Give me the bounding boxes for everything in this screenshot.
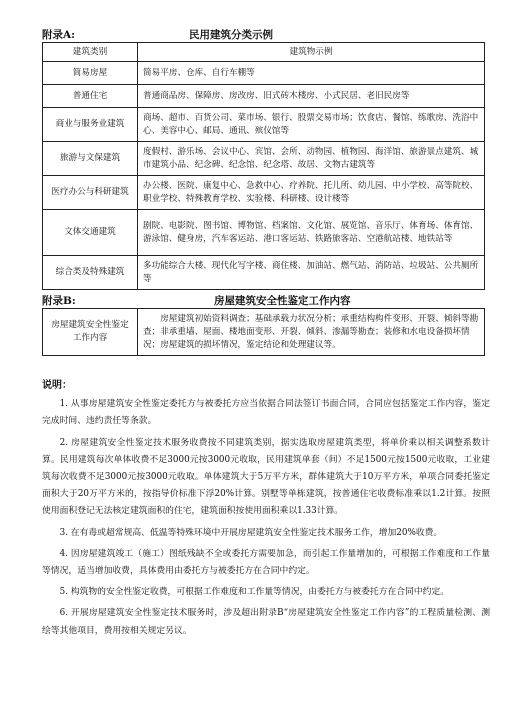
table-row	[43, 62, 485, 85]
notes-section	[42, 377, 490, 644]
table-row	[43, 176, 485, 210]
appendix-b-label: 附录B:	[42, 295, 76, 307]
category-cell: 房屋建筑安全性鉴定工作内容	[43, 309, 138, 356]
appendix-b-title: 房屋建筑安全性鉴定工作内容	[214, 295, 351, 307]
content-cell: 房屋建筑初始资料调查；基础承载力状况分析；承重结构构件变形、开裂、倾斜等勘查；非承重墙、屋面、楼地面变形、开裂、倾斜、渗漏等勘查；装修和水电设备损坏情况；房屋建筑的损坏情况，鉴定结论和处理建议等。	[138, 309, 485, 356]
examples-cell: 普通商品房、保障房、房改房、旧式砖木楼房、小式民居、老旧民房等	[138, 85, 485, 108]
notes-title: 说明：	[42, 380, 72, 391]
examples-cell: 剧院、电影院、图书馆、博物馆、档案馆、文化馆、展览馆、音乐厅、体育场、体育馆、游泳馆、健身房，汽车客运站、港口客运站、铁路旅客站、空港航站楼、地铁站等	[138, 210, 485, 256]
examples-cell: 多功能综合大楼、现代化写字楼、商住楼、加油站、燃气站、消防站、垃圾站、公共厕所等	[138, 256, 485, 290]
note-paragraph: 2. 房屋建筑安全性鉴定技术服务收费按不同建筑类别，据实选取房屋建筑类型，将单价乘以相关调整系数计算。民用建筑每次单体收费不足3000元按3000元收取，民用建筑单套（间）不足1500元按1500元收取，工业建筑每次收费不足3000元按3000元收取。单体建筑大于5万平方米，群体建筑大于10万平方米，单项合同委托鉴定面积大于20万平方米的，按指导价标准下浮20%计算。别墅等单栋建筑，按普通住宅收费标准乘以1.2计算。按照使用面积登记无法核定建筑面积的住宅，建筑面积按使用面积乘以1.33计算。	[42, 437, 490, 517]
note-paragraph: 3. 在有毒或超常规高、低温等特殊环境中开展房屋建筑安全性鉴定技术服务工作，增加20%收费。	[59, 527, 443, 538]
note-paragraph: 4. 因房屋建筑竣工（施工）图纸残缺不全或委托方需要加急，而引起工作量增加的，可根据工作难度和工作量等情况，适当增加收费，具体费用由委托方与被委托方在合同中约定。	[42, 548, 490, 577]
note-paragraph: 6. 开展房屋建筑安全性鉴定技术服务时，涉及超出附录B“房屋建筑安全性鉴定工作内容”的工程质量检测、测绘等其他项目，费用按相关规定另议。	[42, 608, 490, 636]
appendix-a-title: 民用建筑分类示例	[189, 29, 273, 41]
examples-cell: 办公楼、医院、康复中心、急救中心、疗养院、托儿所、幼儿园、中小学校、高等院校、职业学校、特殊教育学校、实验楼、科研楼、设计楼等	[138, 176, 485, 210]
appraisal-content-table	[42, 308, 485, 356]
category-cell: 简易房屋	[43, 62, 138, 85]
examples-cell: 度假村、游乐场、会议中心、宾馆、会所、动物园、植物园、海洋馆、旅游景点建筑、城市建筑小品、纪念碑、纪念馆、纪念塔、故居、文物古建筑等	[138, 142, 485, 176]
category-cell: 商业与服务业建筑	[43, 108, 138, 142]
category-cell: 医疗办公与科研建筑	[43, 176, 138, 210]
table-header-row	[43, 43, 485, 62]
category-cell: 普通住宅	[43, 85, 138, 108]
column-header-category: 建筑类别	[43, 43, 138, 62]
examples-cell: 简易平房、仓库、自行车棚等	[138, 62, 485, 85]
table-row	[43, 256, 485, 290]
appendix-b-heading	[42, 293, 351, 308]
column-header-examples: 建筑物示例	[138, 43, 485, 62]
appendix-a-label: 附录A:	[42, 29, 76, 41]
note-paragraph: 1. 从事房屋建筑安全性鉴定委托方与被委托方应当依据合同法签订书面合同，合同应包括鉴定工作内容，鉴定完成时间、违约责任等条款。	[42, 399, 490, 427]
appendix-a-heading	[42, 27, 273, 42]
table-row	[43, 85, 485, 108]
building-category-table	[42, 42, 485, 290]
category-cell: 综合类及特殊建筑	[43, 256, 138, 290]
note-paragraph: 5. 构筑物的安全性鉴定收费，可根据工作难度和工作量等情况，由委托方与被委托方在合同中约定。	[59, 587, 450, 598]
category-cell: 旅游与文保建筑	[43, 142, 138, 176]
table-row	[43, 309, 485, 356]
category-cell: 文体交通建筑	[43, 210, 138, 256]
table-row	[43, 142, 485, 176]
table-row	[43, 210, 485, 256]
table-row	[43, 108, 485, 142]
examples-cell: 商场、超市、百货公司、菜市场、银行、股票交易市场；饮食店、餐馆、练歌房、洗浴中心、美容中心、邮局、通讯、殡仪馆等	[138, 108, 485, 142]
